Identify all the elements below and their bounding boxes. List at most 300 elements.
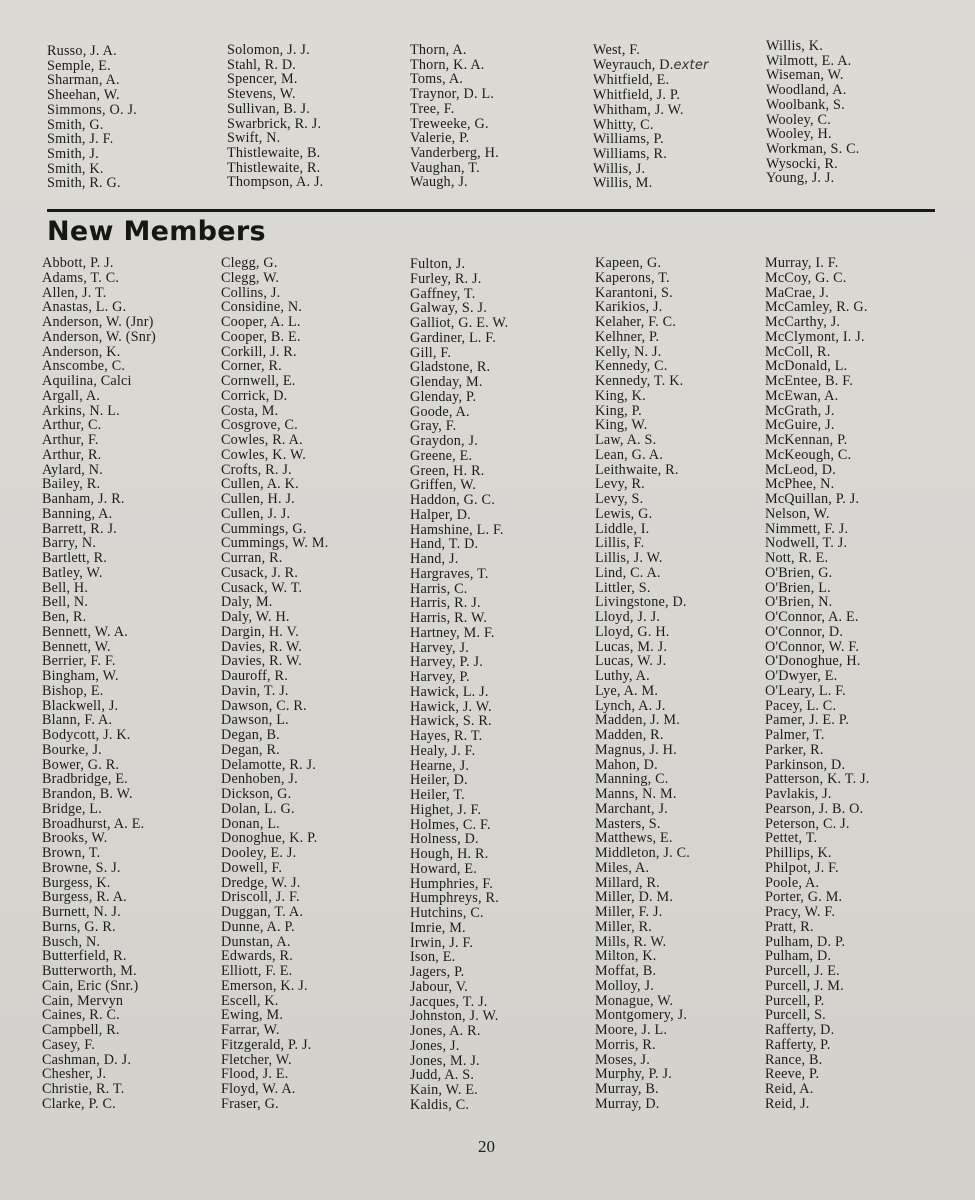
member-name: Donoghue, K. P. xyxy=(221,830,318,847)
member-name: Broadhurst, A. E. xyxy=(42,815,145,832)
member-name: Kelhner, P. xyxy=(595,328,660,345)
member-name: Purcell, J. E. xyxy=(765,963,840,979)
member-name: Jones, M. J. xyxy=(410,1052,480,1069)
member-name: Lillis, J. W. xyxy=(595,550,663,566)
member-name: Smith, G. xyxy=(47,116,104,133)
member-name: Murphy, P. J. xyxy=(595,1066,672,1083)
member-name: Cusack, W. T. xyxy=(221,579,303,596)
member-name: Rance, B. xyxy=(765,1051,823,1068)
member-name: Millard, R. xyxy=(595,874,660,891)
member-name: Vaughan, T. xyxy=(410,159,480,176)
member-name: Treweeke, G. xyxy=(410,115,489,132)
member-name: Murray, B. xyxy=(595,1081,659,1097)
member-name: Thistlewaite, R. xyxy=(227,159,321,176)
member-name: Cusack, J. R. xyxy=(221,564,299,581)
member-name: Harris, R. W. xyxy=(410,610,488,626)
member-name: Cullen, J. J. xyxy=(221,505,291,522)
member-name: Cummings, G. xyxy=(221,520,307,537)
member-name: Cain, Eric (Snr.) xyxy=(42,977,139,994)
member-name: Jabour, V. xyxy=(410,978,469,995)
member-name: Batley, W. xyxy=(42,564,103,581)
member-name: Hartney, M. F. xyxy=(410,624,495,641)
member-name: Woodland, A. xyxy=(766,82,847,99)
member-name: Furley, R. J. xyxy=(410,270,482,287)
member-name: Brown, T. xyxy=(42,845,101,861)
member-name: Irwin, J. F. xyxy=(410,934,474,951)
member-name: Purcell, P. xyxy=(765,992,825,1009)
member-name: Dargin, H. V. xyxy=(221,623,299,640)
member-name: Magnus, J. H. xyxy=(595,741,677,758)
member-name: Dunstan, A. xyxy=(221,933,291,950)
top-list-column-5 xyxy=(766,39,859,186)
member-name: Glenday, M. xyxy=(410,374,483,390)
member-name: Kain, W. E. xyxy=(410,1082,479,1098)
member-name: Butterworth, M. xyxy=(42,963,137,979)
member-name: Simmons, O. J. xyxy=(47,101,137,118)
member-name: Phillips, K. xyxy=(765,845,832,861)
member-name: O'Brien, N. xyxy=(765,594,833,611)
member-name: Toms, A. xyxy=(410,71,464,88)
member-name: Flood, J. E. xyxy=(221,1066,289,1083)
member-name: Thistlewaite, B. xyxy=(227,144,321,161)
member-name: Arthur, R. xyxy=(42,446,102,463)
member-name: Reid, A. xyxy=(765,1081,814,1097)
member-name: Sullivan, B. J. xyxy=(227,100,311,117)
member-name: Woolbank, S. xyxy=(766,96,845,113)
member-name: Kennedy, C. xyxy=(595,358,668,375)
member-name: Cosgrove, C. xyxy=(221,417,298,434)
member-name: Davies, R. W. xyxy=(221,638,303,655)
new-members-column-2 xyxy=(221,256,328,1112)
member-name: Littler, S. xyxy=(595,579,651,596)
member-name: Miller, D. M. xyxy=(595,889,674,906)
member-name: Delamotte, R. J. xyxy=(221,756,317,773)
member-name: Anderson, K. xyxy=(42,343,121,360)
member-name: McCamley, R. G. xyxy=(765,299,868,316)
member-name: Christie, R. T. xyxy=(42,1081,125,1097)
member-name: Nimmett, F. J. xyxy=(765,520,849,537)
member-name: Wilmott, E. A. xyxy=(766,52,852,69)
member-name: O'Brien, G. xyxy=(765,564,833,581)
member-name: Lean, G. A. xyxy=(595,446,663,463)
member-name: Curran, R. xyxy=(221,550,283,566)
member-name: Bridge, L. xyxy=(42,800,102,817)
member-name: Kaperons, T. xyxy=(595,269,670,286)
member-name: Moffat, B. xyxy=(595,963,657,979)
member-name: Hutchins, C. xyxy=(410,905,484,921)
member-name: Bartlett, R. xyxy=(42,550,108,566)
page-number: 20 xyxy=(478,1137,495,1156)
member-name: Levy, S. xyxy=(595,491,644,507)
member-name: Clarke, P. C. xyxy=(42,1095,116,1112)
member-name: Johnston, J. W. xyxy=(410,1008,499,1025)
member-name: Leithwaite, R. xyxy=(595,461,679,478)
member-name: McEntee, B. F. xyxy=(765,373,853,389)
member-name: Goode, A. xyxy=(410,403,470,420)
member-name: Escell, K. xyxy=(221,992,279,1009)
member-name: Tree, F. xyxy=(410,100,455,117)
member-name: Lloyd, G. H. xyxy=(595,623,670,640)
member-name: Gray, F. xyxy=(410,418,457,435)
top-list-column-2 xyxy=(227,43,323,190)
member-name: Luthy, A. xyxy=(595,668,650,684)
member-name: Miller, F. J. xyxy=(595,904,663,920)
member-name: Liddle, I. xyxy=(595,520,650,537)
member-name: Argall, A. xyxy=(42,387,101,404)
member-name: Wooley, C. xyxy=(766,111,831,128)
member-name: Lye, A. M. xyxy=(595,682,659,699)
member-name: McKennan, P. xyxy=(765,432,848,448)
member-name: Holness, D. xyxy=(410,831,479,848)
member-name: Smith, J. xyxy=(47,145,99,162)
section-title: New Members xyxy=(47,216,266,247)
member-name: Arthur, C. xyxy=(42,417,102,434)
member-name: Berrier, F. F. xyxy=(42,653,116,670)
member-name: Corner, R. xyxy=(221,358,282,375)
member-name: Bell, H. xyxy=(42,579,89,596)
member-name: Collins, J. xyxy=(221,284,281,301)
member-name: Highet, J. F. xyxy=(410,801,482,818)
member-name: Adams, T. C. xyxy=(42,269,120,286)
member-name: Considine, N. xyxy=(221,299,303,316)
member-name: Howard, E. xyxy=(410,860,478,877)
member-name: Montgomery, J. xyxy=(595,1007,688,1024)
member-name: Bradbridge, E. xyxy=(42,771,128,788)
member-name: Ewing, M. xyxy=(221,1007,284,1024)
member-name: O'Connor, W. F. xyxy=(765,638,860,655)
member-name: Humphries, F. xyxy=(410,875,494,892)
member-name: McColl, R. xyxy=(765,343,831,360)
member-name: MaCrae, J. xyxy=(765,284,829,301)
member-name: Bell, N. xyxy=(42,594,89,611)
member-name: Banham, J. R. xyxy=(42,491,125,507)
member-name: Burns, G. R. xyxy=(42,918,116,935)
member-name: Middleton, J. C. xyxy=(595,845,691,861)
member-name: Davin, T. J. xyxy=(221,682,289,699)
member-name: Cummings, W. M. xyxy=(221,535,329,552)
member-name: Miller, R. xyxy=(595,918,652,935)
member-name: McGuire, J. xyxy=(765,417,835,434)
section-divider xyxy=(47,209,935,212)
member-name: Hand, T. D. xyxy=(410,536,479,553)
member-name: West, F. xyxy=(593,42,641,58)
member-name: Miles, A. xyxy=(595,859,650,876)
member-name: Judd, A. S. xyxy=(410,1067,475,1084)
member-name: Lewis, G. xyxy=(595,505,653,522)
member-name: Bourke, J. xyxy=(42,741,102,758)
member-name: Aquilina, Calci xyxy=(42,373,132,389)
member-name: Daly, M. xyxy=(221,594,273,611)
member-name: Fulton, J. xyxy=(410,256,466,272)
member-name: Dolan, L. G. xyxy=(221,800,295,817)
member-name: Willis, J. xyxy=(593,160,646,177)
member-name: Poole, A. xyxy=(765,874,820,891)
member-name: Parkinson, D. xyxy=(765,756,846,773)
member-name: Purcell, S. xyxy=(765,1007,826,1024)
member-name: Burgess, R. A. xyxy=(42,889,127,906)
member-name: Duggan, T. A. xyxy=(221,904,304,920)
member-name: Swarbrick, R. J. xyxy=(227,115,322,132)
member-name: Cowles, R. A. xyxy=(221,432,303,448)
member-name: Edwards, R. xyxy=(221,948,293,965)
member-name: Thorn, K. A. xyxy=(410,56,485,73)
member-name: Karantoni, S. xyxy=(595,284,673,301)
member-name: Blann, F. A. xyxy=(42,712,113,729)
member-name: McDonald, L. xyxy=(765,358,848,375)
member-name: Anderson, W. (Snr) xyxy=(42,328,156,345)
member-name: Hearne, J. xyxy=(410,757,470,774)
member-name: Allen, J. T. xyxy=(42,284,107,301)
member-name: Jones, A. R. xyxy=(410,1023,481,1039)
member-name: Corkill, J. R. xyxy=(221,343,297,360)
member-name: Monague, W. xyxy=(595,992,674,1009)
member-name: Jones, J. xyxy=(410,1037,460,1054)
member-name: Swift, N. xyxy=(227,130,281,147)
member-name: O'Brien, L. xyxy=(765,579,831,596)
member-name: Heiler, T. xyxy=(410,787,465,803)
member-name: Levy, R. xyxy=(595,476,645,493)
member-name: Floyd, W. A. xyxy=(221,1081,296,1097)
member-name: Cornwell, E. xyxy=(221,373,296,389)
member-name: Kelaher, F. C. xyxy=(595,314,677,330)
member-name: Purcell, J. M. xyxy=(765,977,844,994)
member-name: Whitfield, E. xyxy=(593,72,670,89)
member-name: Hawick, S. R. xyxy=(410,713,492,730)
member-name: Donan, L. xyxy=(221,815,280,832)
member-name: Bishop, E. xyxy=(42,682,104,699)
member-name: Barrett, R. J. xyxy=(42,520,117,537)
member-name: Brooks, W. xyxy=(42,830,108,847)
member-name: Gill, F. xyxy=(410,344,452,361)
member-name: Emerson, K. J. xyxy=(221,977,308,994)
member-name: Kelly, N. J. xyxy=(595,343,662,360)
member-name: O'Donoghue, H. xyxy=(765,653,861,670)
member-name: Wooley, H. xyxy=(766,126,832,143)
member-name: Law, A. S. xyxy=(595,432,657,448)
member-name: Clegg, W. xyxy=(221,269,280,286)
member-name: Livingstone, D. xyxy=(595,594,687,611)
member-name: Matthews, E. xyxy=(595,830,673,847)
member-name: Bennett, W. xyxy=(42,638,111,655)
member-name: McKeough, C. xyxy=(765,446,852,463)
member-name: Burnett, N. J. xyxy=(42,904,121,920)
member-name: Cooper, A. L. xyxy=(221,314,301,330)
member-name: Whitty, C. xyxy=(593,116,654,133)
member-name: Lind, C. A. xyxy=(595,564,661,581)
member-name: Crofts, R. J. xyxy=(221,461,292,478)
member-name: Pavlakis, J. xyxy=(765,786,832,802)
member-name: McCoy, G. C. xyxy=(765,269,847,286)
member-name: Bennett, W. A. xyxy=(42,623,128,640)
member-name: Peterson, C. J. xyxy=(765,815,850,832)
member-name: O'Connor, D. xyxy=(765,623,844,640)
member-name: Haddon, G. C. xyxy=(410,492,495,508)
member-name: Sheehan, W. xyxy=(47,87,120,104)
member-name: Madden, R. xyxy=(595,727,664,743)
member-name: Bower, G. R. xyxy=(42,756,120,773)
member-name: McQuillan, P. J. xyxy=(765,491,860,507)
member-name: Thompson, A. J. xyxy=(227,174,324,191)
member-name: Gardiner, L. F. xyxy=(410,329,497,346)
member-name: Harris, R. J. xyxy=(410,595,481,612)
top-list-column-4 xyxy=(593,43,709,191)
member-name: Kennedy, T. K. xyxy=(595,373,684,389)
member-name: Gladstone, R. xyxy=(410,359,491,376)
member-name: Hough, H. R. xyxy=(410,846,489,862)
member-name: Valerie, P. xyxy=(410,130,470,147)
member-name: Cullen, A. K. xyxy=(221,476,299,493)
member-name: Nelson, W. xyxy=(765,505,830,522)
member-name: O'Leary, L. F. xyxy=(765,682,846,699)
member-name: Imrie, M. xyxy=(410,919,466,936)
member-name: Smith, J. F. xyxy=(47,131,114,148)
member-name: Mahon, D. xyxy=(595,756,658,773)
member-name: Murray, D. xyxy=(595,1095,660,1112)
member-name: Reid, J. xyxy=(765,1095,810,1112)
member-name: Kaldis, C. xyxy=(410,1096,470,1113)
member-name: Wiseman, W. xyxy=(766,67,844,84)
member-name: Holmes, C. F. xyxy=(410,816,491,833)
member-name: Hayes, R. T. xyxy=(410,728,483,744)
member-name: Pacey, L. C. xyxy=(765,697,837,714)
new-members-column-3 xyxy=(410,257,508,1113)
member-name: Traynor, D. L. xyxy=(410,86,495,103)
member-name: Smith, K. xyxy=(47,160,104,177)
member-name: Williams, R. xyxy=(593,145,667,162)
member-name: Solomon, J. J. xyxy=(227,42,310,58)
member-name: King, P. xyxy=(595,402,642,419)
member-name: Driscoll, J. F. xyxy=(221,889,300,906)
member-name: Galliot, G. E. W. xyxy=(410,315,509,331)
member-name: Harvey, J. xyxy=(410,639,469,656)
member-name: Workman, S. C. xyxy=(766,140,860,157)
member-name: Cooper, B. E. xyxy=(221,328,301,345)
member-name: Ben, R. xyxy=(42,609,87,625)
member-name: Graydon, J. xyxy=(410,433,479,449)
member-name: Jagers, P. xyxy=(410,964,465,980)
member-name: Cashman, D. J. xyxy=(42,1051,132,1068)
member-name: McClymont, I. J. xyxy=(765,328,865,345)
member-name: Fletcher, W. xyxy=(221,1051,292,1068)
member-name: Pearson, J. B. O. xyxy=(765,800,864,817)
member-name: Molloy, J. xyxy=(595,977,655,994)
member-name: Dredge, W. J. xyxy=(221,874,301,891)
top-list-column-3 xyxy=(410,43,499,190)
member-name: Pettet, T. xyxy=(765,830,818,847)
member-name: Dooley, E. J. xyxy=(221,845,297,861)
member-name: Willis, M. xyxy=(593,175,653,192)
member-name: Healy, J. F. xyxy=(410,742,476,759)
member-name: Karikios, J. xyxy=(595,299,663,316)
member-name: Dowell, F. xyxy=(221,859,283,876)
member-name: Hargraves, T. xyxy=(410,565,489,582)
member-name: Glenday, P. xyxy=(410,388,477,405)
member-name: Stahl, R. D. xyxy=(227,56,297,73)
member-name: King, K. xyxy=(595,387,646,404)
member-name: Anscombe, C. xyxy=(42,358,126,375)
member-name: Blackwell, J. xyxy=(42,697,119,714)
member-name: Madden, J. M. xyxy=(595,712,680,729)
member-name: McCarthy, J. xyxy=(765,314,841,330)
member-name: McEwan, A. xyxy=(765,387,839,404)
member-name: Halper, D. xyxy=(410,506,471,523)
member-name: Arthur, F. xyxy=(42,432,99,448)
member-name: Kapeen, G. xyxy=(595,255,662,271)
member-name: Whitham, J. W. xyxy=(593,101,684,118)
member-name: Cowles, K. W. xyxy=(221,446,306,463)
member-name: Corrick, D. xyxy=(221,387,288,404)
member-name: Galway, S. J. xyxy=(410,300,487,317)
member-name: Humphreys, R. xyxy=(410,890,499,907)
member-name: Dauroff, R. xyxy=(221,668,288,684)
member-name: Lillis, F. xyxy=(595,535,645,552)
member-name: Lucas, M. J. xyxy=(595,638,668,655)
member-name: Brandon, B. W. xyxy=(42,786,133,802)
member-name: Hawick, L. J. xyxy=(410,683,489,700)
member-name: Costa, M. xyxy=(221,402,279,419)
member-name: Dawson, L. xyxy=(221,712,289,729)
member-name: Stevens, W. xyxy=(227,86,296,103)
member-name: Wysocki, R. xyxy=(766,155,838,172)
member-name: Anastas, L. G. xyxy=(42,299,127,316)
member-name: Harris, C. xyxy=(410,580,468,597)
member-name: Hawick, J. W. xyxy=(410,698,492,715)
member-name: Clegg, G. xyxy=(221,255,278,271)
member-name: Thorn, A. xyxy=(410,42,467,58)
member-name: Busch, N. xyxy=(42,933,101,950)
member-name: Dickson, G. xyxy=(221,786,292,802)
member-name: Nodwell, T. J. xyxy=(765,535,848,552)
member-name: Manns, N. M. xyxy=(595,786,677,802)
member-name: Porter, G. M. xyxy=(765,889,843,906)
member-name: Bingham, W. xyxy=(42,668,119,684)
member-name: Smith, R. G. xyxy=(47,175,121,192)
member-name: Dawson, C. R. xyxy=(221,697,307,714)
member-name: Whitfield, J. P. xyxy=(593,87,681,104)
member-name: Reeve, P. xyxy=(765,1066,820,1083)
member-name: Moore, J. L. xyxy=(595,1022,668,1038)
member-name: Russo, J. A. xyxy=(47,43,117,59)
member-name: O'Dwyer, E. xyxy=(765,668,838,684)
member-name: Nott, R. E. xyxy=(765,550,829,566)
member-name: Gaffney, T. xyxy=(410,285,476,302)
member-name: Murray, I. F. xyxy=(765,255,839,271)
member-name: Barry, N. xyxy=(42,535,97,552)
member-name: O'Connor, A. E. xyxy=(765,609,859,625)
member-name: Harvey, P. J. xyxy=(410,654,484,671)
member-name: Parker, R. xyxy=(765,741,824,758)
member-name: Elliott, F. E. xyxy=(221,963,293,979)
member-name: Pracy, W. F. xyxy=(765,904,836,920)
new-members-column-4 xyxy=(595,256,690,1112)
member-name: Bailey, R. xyxy=(42,476,101,493)
member-name: McGrath, J. xyxy=(765,402,835,419)
member-name: Farrar, W. xyxy=(221,1022,280,1038)
member-name: Pamer, J. E. P. xyxy=(765,712,850,729)
member-name: Cullen, H. J. xyxy=(221,491,295,507)
member-name: Young, J. J. xyxy=(766,170,835,187)
member-name: Spencer, M. xyxy=(227,71,298,88)
member-name: Rafferty, D. xyxy=(765,1022,835,1038)
member-name: Pulham, D. xyxy=(765,948,832,965)
new-members-column-1 xyxy=(42,256,156,1112)
member-name: Bodycott, J. K. xyxy=(42,727,131,743)
member-name: Lloyd, J. J. xyxy=(595,609,661,625)
member-name: Pulham, D. P. xyxy=(765,933,846,950)
member-name: McPhee, N. xyxy=(765,476,835,493)
member-name: Butterfield, R. xyxy=(42,948,127,965)
member-name: Campbell, R. xyxy=(42,1022,120,1038)
